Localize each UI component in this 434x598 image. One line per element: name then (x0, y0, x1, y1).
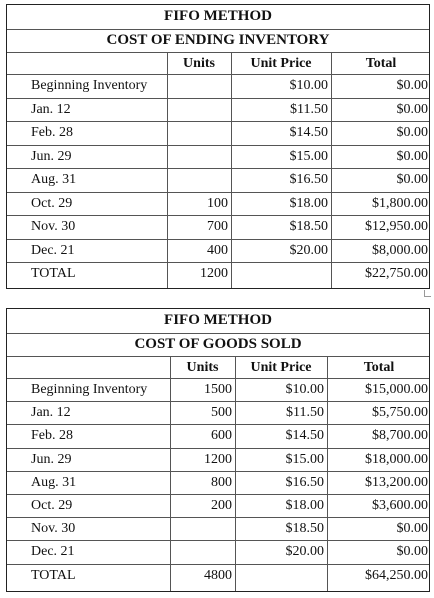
row-total: $12,950.00 (365, 219, 428, 234)
row-divider (7, 333, 429, 334)
row-units: 200 (211, 498, 232, 513)
row-unit-price: $18.50 (289, 219, 328, 234)
row-units: 100 (207, 196, 228, 211)
row-total: $5,750.00 (372, 405, 428, 420)
row-total: $8,000.00 (372, 243, 428, 258)
row-total: $15,000.00 (365, 382, 428, 397)
sold-title: FIFO METHOD (164, 312, 272, 328)
row-total: $22,750.00 (365, 266, 428, 281)
row-label: TOTAL (31, 568, 76, 583)
sold-subtitle: COST OF GOODS SOLD (134, 336, 302, 352)
row-unit-price: $18.00 (289, 196, 328, 211)
row-label: Jan. 12 (31, 102, 71, 117)
row-units: 700 (207, 219, 228, 234)
row-label: Nov. 30 (31, 219, 76, 234)
row-units: 600 (211, 428, 232, 443)
header-total: Total (365, 56, 397, 71)
row-total: $18,000.00 (365, 452, 428, 467)
resize-handle (424, 290, 431, 297)
row-unit-price: $18.00 (285, 498, 324, 513)
row-label: Aug. 31 (31, 172, 77, 187)
row-total: $0.00 (396, 172, 428, 187)
row-unit-price: $18.50 (285, 521, 324, 536)
ending-inventory-grid (7, 5, 429, 288)
row-unit-price: $16.50 (289, 172, 328, 187)
row-label: Jun. 29 (31, 452, 72, 467)
row-divider (7, 29, 429, 30)
row-label: Oct. 29 (31, 196, 73, 211)
row-units: 1200 (200, 266, 228, 281)
row-unit-price: $11.50 (290, 102, 328, 117)
header-units: Units (186, 360, 219, 375)
ending-inventory-table (6, 4, 430, 289)
row-label: Beginning Inventory (31, 78, 148, 93)
row-total: $0.00 (396, 78, 428, 93)
row-total: $8,700.00 (372, 428, 428, 443)
row-label: Feb. 28 (31, 428, 73, 443)
row-label: Jun. 29 (31, 149, 72, 164)
row-units: 1200 (204, 452, 232, 467)
row-unit-price: $11.50 (286, 405, 324, 420)
row-total: $1,800.00 (372, 196, 428, 211)
row-label: Feb. 28 (31, 125, 73, 140)
row-label: Nov. 30 (31, 521, 76, 536)
goods-sold-table (6, 308, 430, 592)
ending-title: FIFO METHOD (164, 8, 272, 24)
row-unit-price: $15.00 (285, 452, 324, 467)
row-label: Aug. 31 (31, 475, 77, 490)
row-unit-price: $14.50 (289, 125, 328, 140)
row-unit-price: $20.00 (285, 544, 324, 559)
goods-sold-grid (7, 309, 429, 591)
header-units: Units (183, 56, 215, 71)
row-units: 1500 (204, 382, 232, 397)
row-total: $0.00 (396, 149, 428, 164)
row-total: $0.00 (396, 544, 428, 559)
header-total: Total (363, 360, 395, 375)
ending-subtitle: COST OF ENDING INVENTORY (106, 32, 330, 48)
row-total: $0.00 (396, 102, 428, 117)
row-total: $64,250.00 (365, 568, 428, 583)
header-unit-price: Unit Price (250, 360, 312, 375)
row-unit-price: $10.00 (285, 382, 324, 397)
row-units: 800 (211, 475, 232, 490)
row-label: TOTAL (31, 266, 76, 281)
row-label: Beginning Inventory (31, 382, 148, 397)
row-unit-price: $14.50 (285, 428, 324, 443)
row-total: $0.00 (396, 125, 428, 140)
row-total: $0.00 (396, 521, 428, 536)
row-total: $3,600.00 (372, 498, 428, 513)
header-unit-price: Unit Price (250, 56, 312, 71)
row-unit-price: $20.00 (289, 243, 328, 258)
row-units: 500 (211, 405, 232, 420)
row-unit-price: $10.00 (289, 78, 328, 93)
row-units: 4800 (204, 568, 232, 583)
row-label: Jan. 12 (31, 405, 71, 420)
row-total: $13,200.00 (365, 475, 428, 490)
row-unit-price: $15.00 (289, 149, 328, 164)
row-units: 400 (207, 243, 228, 258)
row-label: Oct. 29 (31, 498, 73, 513)
row-label: Dec. 21 (31, 243, 75, 258)
row-label: Dec. 21 (31, 544, 75, 559)
row-unit-price: $16.50 (285, 475, 324, 490)
